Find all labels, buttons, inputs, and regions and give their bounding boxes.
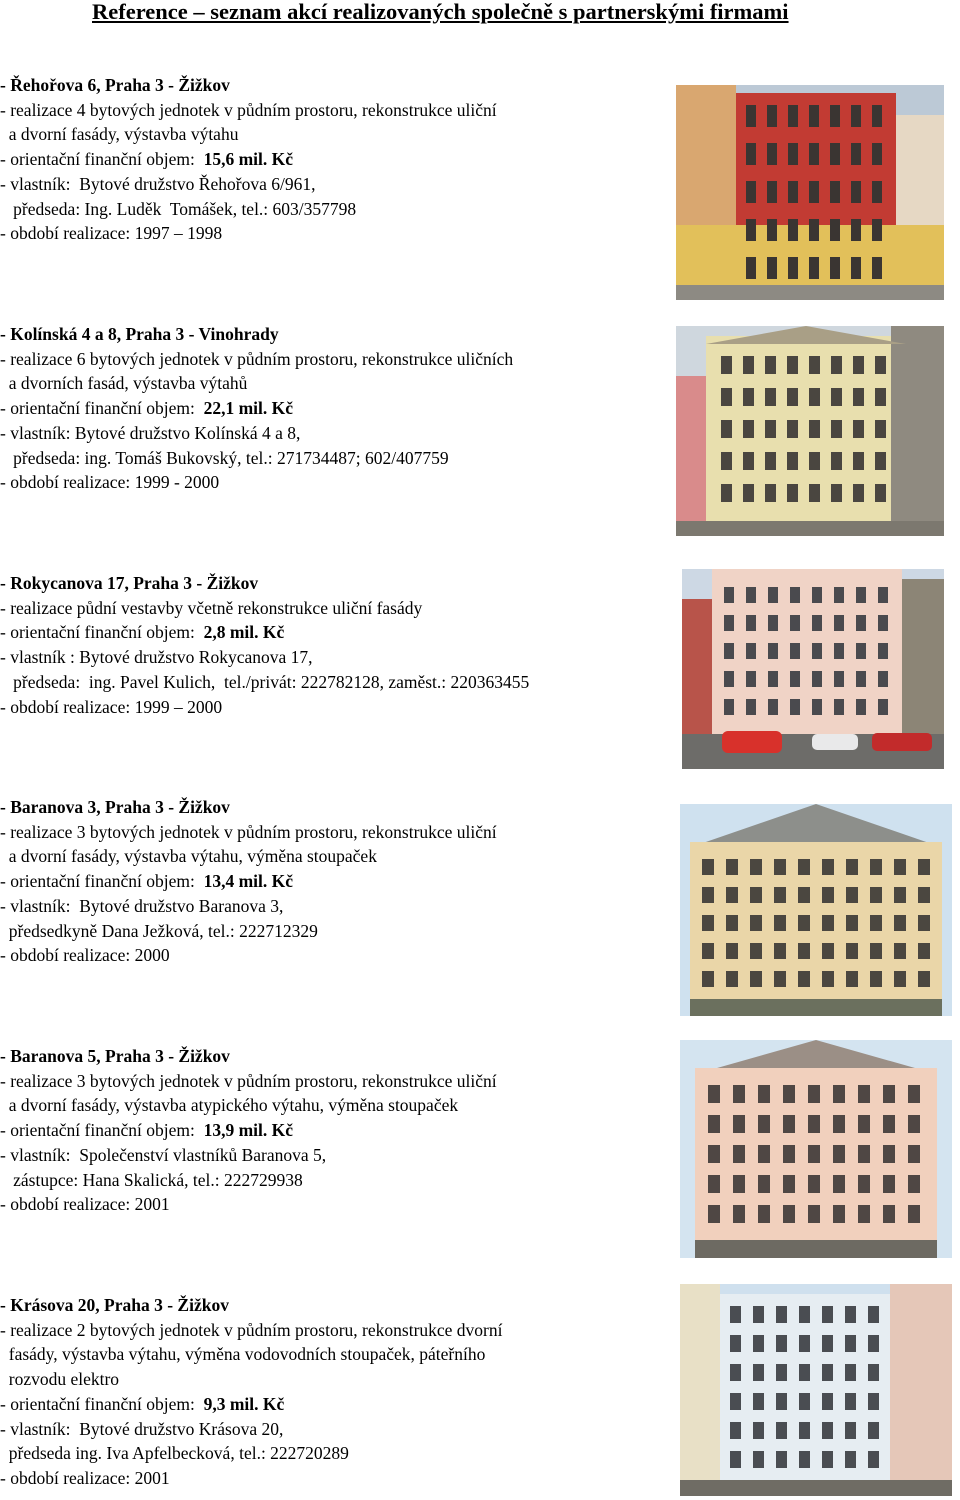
entry-line xyxy=(0,919,318,943)
entry-line-text: - orientační finanční objem: xyxy=(0,622,204,643)
entry-line xyxy=(0,122,238,146)
entry-line xyxy=(0,371,247,395)
entry-line xyxy=(0,620,284,644)
entry-line xyxy=(0,470,219,494)
entry-line-text: - realizace 6 bytových jednotek v půdním prostoru, rekonstrukce uličních xyxy=(0,348,514,369)
entry-line-text: - období realizace: 1999 - 2000 xyxy=(0,472,220,493)
entry-line-text: - vlastník: Bytové družstvo Krásova 20, xyxy=(0,1418,284,1439)
entry-line-text: - realizace půdní vestavby včetně rekonstrukce uliční fasády xyxy=(0,597,423,618)
entry-line-text: předseda: Ing. Luděk Tomášek, tel.: 603/357798 xyxy=(0,198,357,219)
entry-line-text: a dvorní fasády, výstavba atypického výtahu, výměna stoupaček xyxy=(0,1095,459,1116)
entry-line xyxy=(0,1441,349,1465)
entry-line-text: zástupce: Hana Skalická, tel.: 222729938 xyxy=(0,1169,303,1190)
entry-line xyxy=(0,1417,283,1441)
entry-line xyxy=(0,1069,497,1093)
entry-line xyxy=(0,1118,293,1142)
entry-line-text: - orientační finanční objem: xyxy=(0,871,204,892)
entry-line-text: - vlastník: Bytové družstvo Kolínská 4 a 8, xyxy=(0,422,301,443)
entry-line-text: - vlastník: Společenství vlastníků Baranova 5, xyxy=(0,1144,327,1165)
entry-line xyxy=(0,446,449,470)
entry-heading-text: - Kolínská 4 a 8, Praha 3 - Vinohrady xyxy=(0,324,279,344)
entry-line-text: předsedkyně Dana Ježková, tel.: 222712329 xyxy=(0,920,318,941)
entry-line-text: a dvorní fasády, výstavba výtahu xyxy=(0,124,239,145)
entry-heading xyxy=(0,73,230,97)
entry-line-text: - realizace 3 bytových jednotek v půdním prostoru, rekonstrukce uliční xyxy=(0,1070,497,1091)
building-photo-rehorova xyxy=(676,85,944,300)
entry-heading-text: - Řehořova 6, Praha 3 - Žižkov xyxy=(0,75,230,95)
budget-value: 13,4 mil. Kč xyxy=(203,871,294,892)
entry-line-text: - orientační finanční objem: xyxy=(0,398,204,419)
entry-line xyxy=(0,347,513,371)
building-photo-rokycanova xyxy=(682,569,944,769)
budget-value: 2,8 mil. Kč xyxy=(203,622,285,643)
entry-line-text: - období realizace: 2001 xyxy=(0,1467,170,1488)
entry-heading-text: - Krásova 20, Praha 3 - Žižkov xyxy=(0,1295,229,1315)
entry-heading xyxy=(0,571,258,595)
building-photo-baranova-3 xyxy=(680,804,952,1016)
entry-line xyxy=(0,1392,284,1416)
entry-line xyxy=(0,1367,119,1391)
entry-line-text: fasády, výstavba výtahu, výměna vodovodních stoupaček, páteřního xyxy=(0,1344,486,1365)
entry-line-text: - orientační finanční objem: xyxy=(0,1393,204,1414)
entry-line-text: předseda: ing. Pavel Kulich, tel./privát: 222782128, zaměst.: 220363455 xyxy=(0,671,530,692)
budget-value: 15,6 mil. Kč xyxy=(203,149,294,170)
entry-line-text: - období realizace: 1997 – 1998 xyxy=(0,223,223,244)
entry-line xyxy=(0,1466,170,1490)
entry-line-text: - vlastník: Bytové družstvo Řehořova 6/961, xyxy=(0,173,316,194)
entry-line xyxy=(0,596,422,620)
entry-line xyxy=(0,1342,485,1366)
entry-line-text: - vlastník: Bytové družstvo Baranova 3, xyxy=(0,895,284,916)
entry-line-text: - orientační finanční objem: xyxy=(0,1120,204,1141)
entry-line xyxy=(0,894,283,918)
entry-heading xyxy=(0,795,230,819)
entry-line-text: - období realizace: 2001 xyxy=(0,1194,170,1215)
entry-line xyxy=(0,1168,303,1192)
entry-line-text: - realizace 3 bytových jednotek v půdním prostoru, rekonstrukce uliční xyxy=(0,821,497,842)
entry-line xyxy=(0,197,356,221)
entry-heading-text: - Baranova 5, Praha 3 - Žižkov xyxy=(0,1046,230,1066)
entry-line-text: - realizace 2 bytových jednotek v půdním prostoru, rekonstrukce dvorní xyxy=(0,1319,503,1340)
entry-line-text: a dvorních fasád, výstavba výtahů xyxy=(0,373,248,394)
budget-value: 9,3 mil. Kč xyxy=(203,1393,285,1414)
entry-heading-text: - Baranova 3, Praha 3 - Žižkov xyxy=(0,797,230,817)
entry-line xyxy=(0,1093,458,1117)
entry-line xyxy=(0,670,529,694)
building-photo-baranova-5 xyxy=(680,1040,952,1258)
entry-line xyxy=(0,221,222,245)
entry-line xyxy=(0,1192,170,1216)
entry-line xyxy=(0,943,170,967)
entry-line xyxy=(0,147,293,171)
entry-line-text: - období realizace: 2000 xyxy=(0,945,170,966)
entry-line xyxy=(0,844,377,868)
entry-heading xyxy=(0,322,279,346)
entry-line-text: rozvodu elektro xyxy=(0,1369,120,1390)
budget-value: 22,1 mil. Kč xyxy=(203,398,294,419)
entry-line-text: předseda ing. Iva Apfelbecková, tel.: 222720289 xyxy=(0,1443,349,1464)
entry-heading xyxy=(0,1044,230,1068)
entry-line xyxy=(0,820,497,844)
entry-heading-text: - Rokycanova 17, Praha 3 - Žižkov xyxy=(0,573,259,593)
entry-line xyxy=(0,1318,503,1342)
budget-value: 13,9 mil. Kč xyxy=(203,1120,294,1141)
building-photo-krasova xyxy=(680,1284,952,1496)
entry-line xyxy=(0,98,497,122)
entry-line xyxy=(0,1143,326,1167)
entry-line-text: - vlastník : Bytové družstvo Rokycanova 17, xyxy=(0,647,313,668)
entry-line xyxy=(0,421,300,445)
entry-line-text: - období realizace: 1999 – 2000 xyxy=(0,696,223,717)
entry-heading xyxy=(0,1293,229,1317)
entry-line xyxy=(0,172,315,196)
entry-line-text: - realizace 4 bytových jednotek v půdním prostoru, rekonstrukce uliční xyxy=(0,99,497,120)
entry-line-text: - orientační finanční objem: xyxy=(0,149,204,170)
page-title: Reference – seznam akcí realizovaných společně s partnerskými firmami xyxy=(92,0,789,24)
entry-line xyxy=(0,396,293,420)
entry-line xyxy=(0,645,313,669)
building-photo-kolinska xyxy=(676,326,944,536)
entry-line-text: předseda: ing. Tomáš Bukovský, tel.: 271734487; 602/407759 xyxy=(0,447,449,468)
entry-line-text: a dvorní fasády, výstavba výtahu, výměna stoupaček xyxy=(0,846,377,867)
entry-line xyxy=(0,695,222,719)
entry-line xyxy=(0,869,293,893)
